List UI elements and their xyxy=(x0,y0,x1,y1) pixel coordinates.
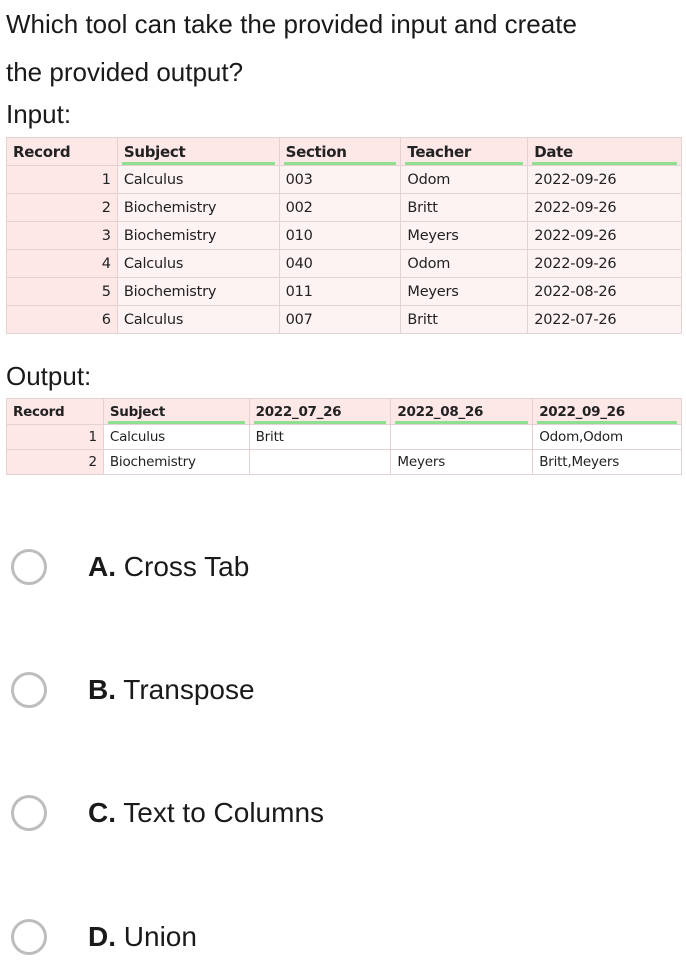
subject-cell: Biochemistry xyxy=(117,278,279,306)
record-cell: 6 xyxy=(7,306,118,334)
subject-cell: Biochemistry xyxy=(117,222,279,250)
option-text: Cross Tab xyxy=(123,551,250,582)
option-letter: B. xyxy=(88,674,116,705)
question-line-2: the provided output? xyxy=(6,57,244,87)
section-cell: 007 xyxy=(279,306,401,334)
option-b-label xyxy=(88,674,255,706)
output-header-2022-09-26: 2022_09_26 xyxy=(533,399,682,425)
option-b[interactable] xyxy=(11,668,255,712)
record-cell: 2 xyxy=(7,194,118,222)
record-cell: 1 xyxy=(7,166,118,194)
option-d-label xyxy=(88,921,197,953)
subject-cell: Calculus xyxy=(117,306,279,334)
date-2022-08-26-cell: Meyers xyxy=(391,450,533,475)
option-text: Text to Columns xyxy=(123,797,325,828)
table-row xyxy=(7,306,682,334)
table-row xyxy=(7,222,682,250)
table-row xyxy=(7,425,682,450)
date-cell: 2022-09-26 xyxy=(528,166,682,194)
date-cell: 2022-09-26 xyxy=(528,222,682,250)
input-table xyxy=(6,137,682,334)
teacher-cell: Meyers xyxy=(401,278,528,306)
subject-cell: Calculus xyxy=(117,166,279,194)
table-row xyxy=(7,278,682,306)
date-2022-07-26-cell xyxy=(249,450,391,475)
date-cell: 2022-08-26 xyxy=(528,278,682,306)
section-cell: 003 xyxy=(279,166,401,194)
subject-cell: Calculus xyxy=(117,250,279,278)
section-cell: 002 xyxy=(279,194,401,222)
option-c-label xyxy=(88,797,324,829)
date-cell: 2022-09-26 xyxy=(528,194,682,222)
option-d[interactable] xyxy=(11,915,197,959)
input-header-section: Section xyxy=(279,138,401,166)
option-a-label xyxy=(88,551,249,583)
output-header-record: Record xyxy=(7,399,104,425)
date-cell: 2022-07-26 xyxy=(528,306,682,334)
option-c[interactable] xyxy=(11,791,325,835)
radio-button-c[interactable] xyxy=(11,795,47,831)
input-header-teacher: Teacher xyxy=(401,138,528,166)
record-cell: 3 xyxy=(7,222,118,250)
input-header-row xyxy=(7,138,682,166)
date-2022-09-26-cell: Odom,Odom xyxy=(533,425,682,450)
output-header-subject: Subject xyxy=(103,399,249,425)
radio-button-a[interactable] xyxy=(11,549,47,585)
option-a[interactable] xyxy=(11,545,250,589)
teacher-cell: Odom xyxy=(401,166,528,194)
option-letter: D. xyxy=(88,921,116,952)
record-cell: 5 xyxy=(7,278,118,306)
table-row xyxy=(7,450,682,475)
output-header-2022-08-26: 2022_08_26 xyxy=(391,399,533,425)
subject-cell: Biochemistry xyxy=(103,450,249,475)
radio-button-d[interactable] xyxy=(11,919,47,955)
option-text: Transpose xyxy=(123,674,255,705)
input-header-date: Date xyxy=(528,138,682,166)
date-2022-07-26-cell: Britt xyxy=(249,425,391,450)
record-cell: 4 xyxy=(7,250,118,278)
output-header-row xyxy=(7,399,682,425)
radio-button-b[interactable] xyxy=(11,672,47,708)
teacher-cell: Meyers xyxy=(401,222,528,250)
date-2022-09-26-cell: Britt,Meyers xyxy=(533,450,682,475)
teacher-cell: Odom xyxy=(401,250,528,278)
subject-cell: Biochemistry xyxy=(117,194,279,222)
option-letter: C. xyxy=(88,797,116,828)
subject-cell: Calculus xyxy=(103,425,249,450)
table-row xyxy=(7,166,682,194)
section-cell: 040 xyxy=(279,250,401,278)
date-cell: 2022-09-26 xyxy=(528,250,682,278)
section-cell: 010 xyxy=(279,222,401,250)
teacher-cell: Britt xyxy=(401,306,528,334)
output-label: Output: xyxy=(6,361,92,391)
input-header-record: Record xyxy=(7,138,118,166)
input-label: Input: xyxy=(6,99,72,129)
record-cell: 2 xyxy=(7,450,104,475)
teacher-cell: Britt xyxy=(401,194,528,222)
output-header-2022-07-26: 2022_07_26 xyxy=(249,399,391,425)
date-2022-08-26-cell xyxy=(391,425,533,450)
option-letter: A. xyxy=(88,551,116,582)
record-cell: 1 xyxy=(7,425,104,450)
question-line-1: Which tool can take the provided input and create xyxy=(6,9,577,39)
input-header-subject: Subject xyxy=(117,138,279,166)
table-row xyxy=(7,250,682,278)
section-cell: 011 xyxy=(279,278,401,306)
output-table xyxy=(6,398,682,475)
question-text xyxy=(6,0,686,96)
table-row xyxy=(7,194,682,222)
option-text: Union xyxy=(123,921,197,952)
